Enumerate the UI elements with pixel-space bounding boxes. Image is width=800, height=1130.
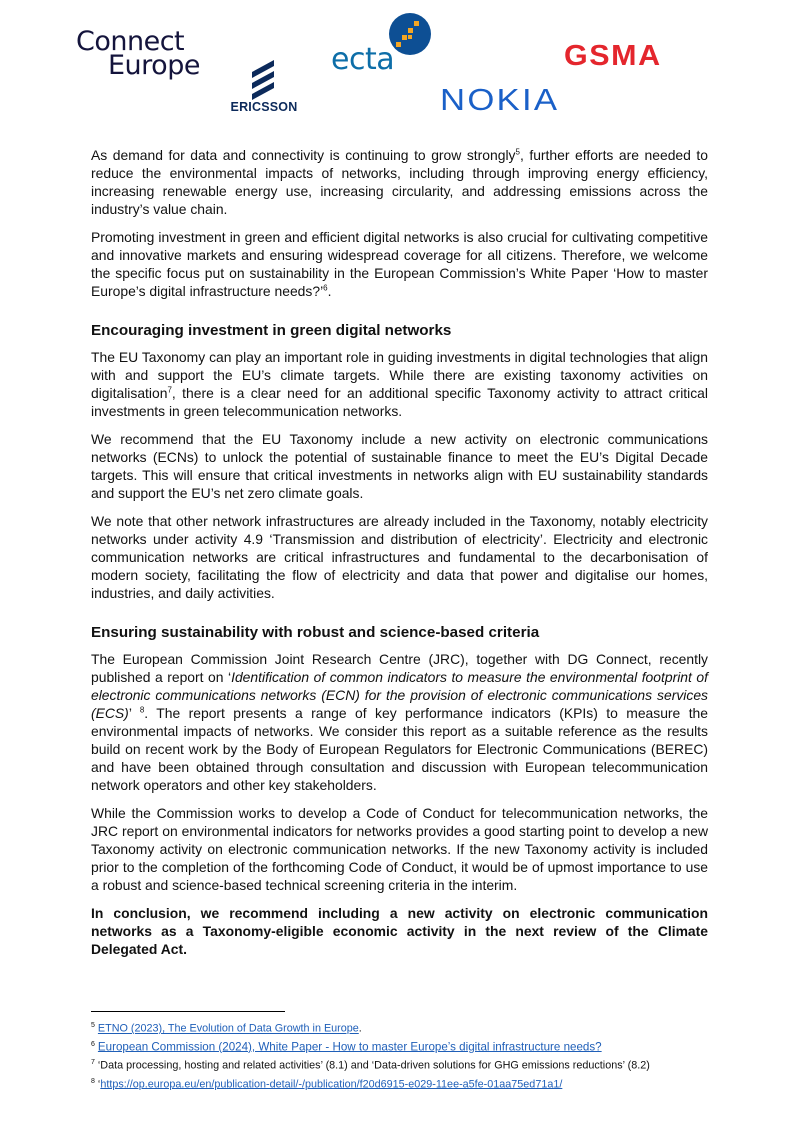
gsma-logo	[564, 42, 702, 74]
paragraph-text: ’	[128, 705, 140, 721]
section-heading-green-investment: Encouraging investment in green digital networks	[91, 322, 452, 339]
ecta-wordmark: ecta	[331, 42, 395, 77]
footnote-text: .	[358, 1022, 362, 1035]
footnote-number: 5	[91, 1022, 95, 1029]
paragraph-text: As demand for data and connectivity is continuing to grow strongly	[91, 147, 516, 163]
paragraph-code-of-conduct: While the Commission works to develop a Code of Conduct for telecommunication networks, the JRC report on environmental indicators for networks provides a good starting point to develop a new Taxonomy activity on electronic communication networks. If the new Taxonomy activity is included prior to the completion of the forthcoming Code of Conduct, it would be of upmost importance to use a robust and science-based technical screening criteria in the interim.	[91, 805, 708, 893]
connect-europe-logo	[76, 26, 206, 82]
footnote-number: 6	[91, 1040, 95, 1048]
footnote-ref-8[interactable]: 8	[139, 705, 145, 715]
footnote-ref-7[interactable]: 7	[167, 385, 172, 395]
footnote-number: 8	[91, 1077, 95, 1085]
footnote-text: ‘	[97, 1078, 101, 1091]
paragraph-text: , there is a clear need for an additional specific Taxonomy activity to attract critical investments in green telecommunication networks.	[91, 385, 708, 419]
footnote-7	[91, 1055, 731, 1074]
paragraph-recommendation: We recommend that the EU Taxonomy include a new activity on electronic communications networks (ECNs) to unlock the potential of sustainable finance to meet the EU’s Digital Decade targets. This will ensure that critical investments in networks align with EU sustainability standards and support the EU’s net zero climate goals.	[91, 431, 708, 501]
nokia-wordmark: NOKIA	[440, 82, 560, 117]
footnote-6	[91, 1037, 731, 1056]
gsma-wordmark: GSMA	[564, 40, 662, 72]
paragraph-other-networks: We note that other network infrastructures are already included in the Taxonomy, notably electricity networks under activity 4.9 ‘Transmission and distribution of electricity’. Electricity and electronic communication networks are critical infrastructures and fundamental to the decarbonisation of modern society, facilitating the flow of electricity and data that power and digitalise our homes, industries, and daily activities.	[91, 513, 708, 601]
paragraph-text: The European Commission Joint Research Centre (JRC), together with DG Connect, recently published a report on ‘	[91, 651, 708, 685]
paragraph-text: . The report presents a range of key performance indicators (KPIs) to measure the environmental impacts of networks. We consider this report as a suitable reference as the results build on recent work by the Body of European Regulators for Electronic Communications (BEREC) and have been obtained through consultation and discussion with European telecommunication network operators and other key stakeholders.	[91, 705, 708, 793]
footnote-number: 7	[91, 1059, 95, 1067]
footnote-text: ‘Data processing, hosting and related activities’ (8.1) and ‘Data-driven solutions for GHG emissions reductions’ (8.2)	[97, 1059, 650, 1072]
paragraph-text: .	[327, 283, 332, 299]
paragraph-text: The EU Taxonomy can play an important role in guiding investments in digital technologies that align with and support the EU’s climate targets. While there are existing taxonomy activities on digitalisation	[91, 349, 708, 401]
section-heading-sustainability-criteria: Ensuring sustainability with robust and science-based criteria	[91, 624, 540, 641]
ericsson-wordmark: ERICSSON	[230, 100, 298, 114]
footnote-5-link[interactable]: ETNO (2023), The Evolution of Data Growth in Europe	[97, 1022, 359, 1035]
document-body	[91, 146, 708, 968]
footnote-5	[91, 1018, 731, 1037]
footnote-divider	[91, 1011, 285, 1012]
footnote-ref-6[interactable]: 6	[323, 283, 328, 293]
footnote-ref-5[interactable]: 5	[515, 147, 520, 157]
paragraph-text: Promoting investment in green and efficient digital networks is also crucial for cultivating competitive and innovative markets and ensuring widespread coverage for all citizens. Therefore, we welcome the specific focus put on sustainability in the European Commission’s White Paper ‘How to master Europe’s digital infrastructure needs?’	[91, 229, 708, 299]
paragraph-text: , further efforts are needed to reduce the environmental impacts of networks, including through improving energy efficiency, increasing renewable energy use, increasing circularity, and addressing emissions across the industry’s value chain.	[91, 147, 708, 217]
paragraph-investment	[91, 228, 708, 300]
nokia-logo	[440, 82, 560, 117]
footnote-8-link[interactable]: https://op.europa.eu/en/publication-detail/-/publication/f20d6915-e029-11ee-a5fe-01aa75ed71a1/	[100, 1078, 563, 1091]
footnote-6-link[interactable]: European Commission (2024), White Paper - How to master Europe’s digital infrastructure needs?	[97, 1040, 602, 1054]
ericsson-logo	[228, 56, 300, 120]
footnote-8	[91, 1074, 731, 1093]
connect-europe-logo-line2: Europe	[108, 50, 200, 81]
report-title: Identification of common indicators to measure the environmental footprint of electronic communications networks (ECN) for the provision of electronic communications services (ECS)	[91, 669, 708, 721]
paragraph-jrc-report	[91, 650, 708, 794]
ecta-logo	[330, 12, 434, 78]
paragraph-taxonomy-role	[91, 348, 708, 420]
ericsson-mark-icon	[228, 56, 300, 100]
paragraph-conclusion: In conclusion, we recommend including a new activity on electronic communication networks as a Taxonomy-eligible economic activity in the next review of the Climate Delegated Act.	[91, 905, 708, 957]
footnotes	[91, 1018, 731, 1092]
paragraph-demand	[91, 146, 708, 218]
connect-europe-logo-line1: Connect	[76, 26, 185, 57]
